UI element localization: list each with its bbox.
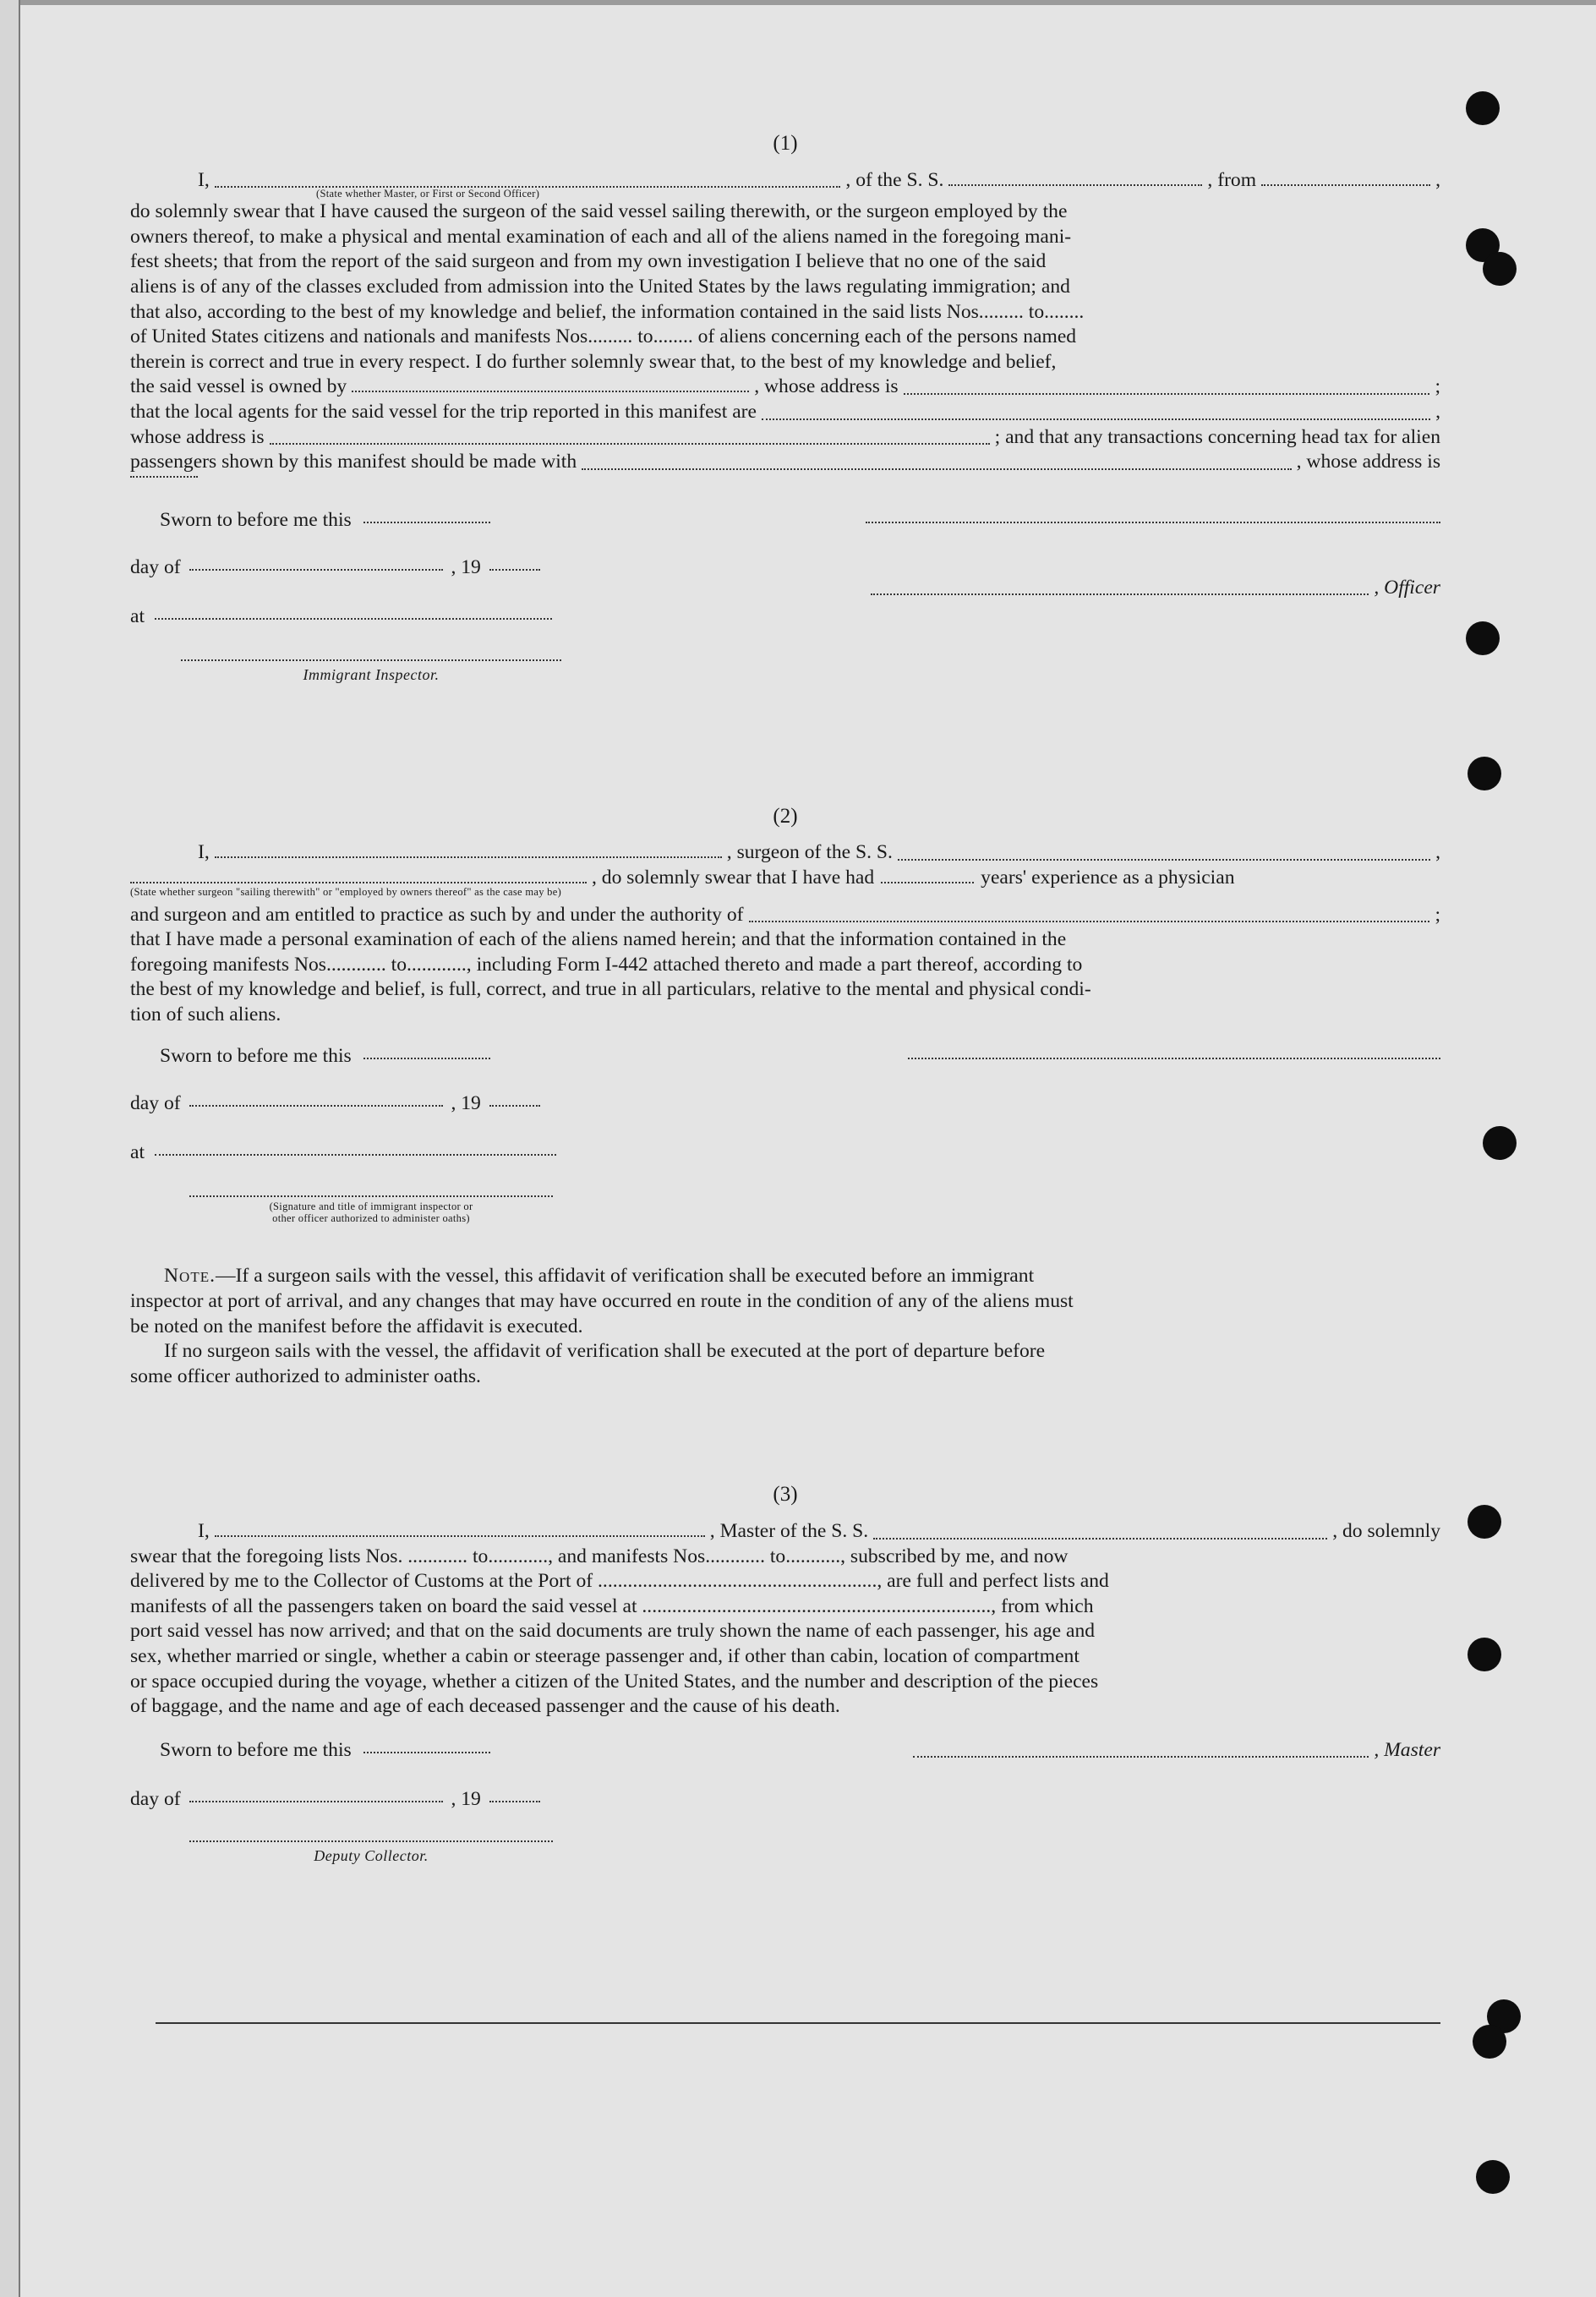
line-head-tax: passengers shown by this manifest should be made with , whose address is: [130, 451, 1440, 473]
note-line: inspector at port of arrival, and any changes that may have occurred en route in the condition of any of the aliens must: [130, 1290, 1074, 1313]
sworn-month-field[interactable]: [189, 568, 443, 571]
deputy-collector-signature-line[interactable]: [189, 1840, 553, 1842]
sworn-day-field[interactable]: [363, 521, 490, 523]
note-block: Note.—If a surgeon sails with the vessel, this affidavit of verification shall be executed before an immigrant inspector at port of arrival, and any changes that may have occurred en route in the condition of any of the aliens must be noted on the manifest before the affidavit is executed. If no surgeon sails with the vessel, the affidavit of verification shall be executed at the port of departure before some officer authorized to administer oaths.: [130, 1264, 1440, 1389]
surgeon-vessel-field[interactable]: [898, 858, 1430, 861]
body-line: aliens is of any of the classes excluded from admission into the United States by the laws regulating immigration; and: [130, 275, 1070, 298]
punch-hole: [1468, 1505, 1501, 1539]
line-agents-address: whose address is ; and that any transactions concerning head tax for alien: [130, 425, 1440, 448]
body-line: swear that the foregoing lists Nos. ............ to............, and manifests Nos............ to..........., subscribed by me, and now: [130, 1545, 1069, 1567]
body-line: the best of my knowledge and belief, is full, correct, and true in all particulars, relative to the mental and physical condi-: [130, 978, 1091, 1001]
form-content: [130, 131, 1440, 1890]
inspector-caption: Immigrant Inspector.: [303, 665, 440, 683]
years-experience-field[interactable]: [881, 881, 974, 883]
body-line: fest sheets; that from the report of the said surgeon and from my own investigation I believe that no one of the said: [130, 250, 1047, 273]
note-line: If no surgeon sails with the vessel, the affidavit of verification shall be executed at the port of departure before: [164, 1340, 1046, 1363]
body-line: of United States citizens and nationals and manifests Nos......... to........ of aliens concerning each of the persons named: [130, 325, 1077, 348]
body-line: tion of such aliens.: [130, 1003, 281, 1025]
surgeon-name-field[interactable]: [215, 856, 722, 858]
from-port-field[interactable]: [1261, 183, 1430, 186]
bottom-rule: [156, 2022, 1440, 2024]
body-line: foregoing manifests Nos............ to............, including Form I-442 attached thereto and made a part thereof, according to: [130, 953, 1083, 976]
section-surgeon-affidavit: [130, 804, 1440, 1390]
section-number: (2): [773, 804, 798, 828]
line-surgeon-status: , do solemnly swear that I have had years' experience as a physician: [130, 866, 1440, 891]
line-owned-by: the said vessel is owned by , whose address is ;: [130, 375, 1440, 398]
master-signature-line[interactable]: [913, 1755, 1369, 1758]
master-vessel-field[interactable]: [873, 1537, 1327, 1540]
master-title-caption: (State whether Master, or First or Second Officer): [316, 188, 540, 200]
section-master-verification: [130, 1482, 1440, 1890]
agents-address-field[interactable]: [270, 442, 990, 445]
surgeon-status-field[interactable]: [130, 881, 587, 883]
punch-hole: [1466, 91, 1500, 125]
signature-caption: (Signature and title of immigrant inspector or: [269, 1200, 473, 1213]
signature-block-2: Sworn to before me this day of , 19 at (Signature and title of immigrant inspector or other officer authorized to administer oaths): [130, 1044, 1440, 1255]
local-agents-field[interactable]: [762, 418, 1430, 420]
sworn-day-field[interactable]: [363, 1751, 490, 1753]
body-line: manifests of all the passengers taken on board the said vessel at ......................................................................, from which: [130, 1594, 1094, 1617]
body-line: therein is correct and true in every respect. I do further solemnly swear that, to the best of my knowledge and belief,: [130, 350, 1057, 373]
sworn-place-field[interactable]: [155, 617, 552, 620]
signature-block-1: Sworn to before me this day of , 19 , Officer at Immigrant Inspector.: [130, 508, 1440, 698]
master-signature-line[interactable]: [866, 521, 1440, 523]
body-line: of baggage, and the name and age of each deceased passenger and the cause of his death.: [130, 1695, 840, 1718]
master-name-field[interactable]: [215, 1534, 705, 1537]
surgeon-status-caption: (State whether surgeon "sailing therewith" or "employed by owners thereof" as the case may be): [130, 885, 562, 898]
body-line: delivered by me to the Collector of Customs at the Port of ........................................................, are full and perfect lists and: [130, 1570, 1109, 1593]
section-master-affidavit: [130, 131, 1440, 698]
sworn-day-field[interactable]: [363, 1057, 490, 1059]
officer-signature-line[interactable]: [871, 593, 1369, 595]
body-line: owners thereof, to make a physical and mental examination of each and all of the aliens named in the foregoing mani-: [130, 225, 1072, 248]
punch-hole: [1476, 2160, 1510, 2194]
surgeon-signature-line[interactable]: [908, 1057, 1440, 1059]
sworn-place-field[interactable]: [155, 1153, 556, 1156]
punch-hole: [1466, 621, 1500, 655]
body-line: do solemnly swear that I have caused the surgeon of the said vessel sailing therewith, or the surgeon employed by the: [130, 200, 1068, 223]
punch-hole: [1468, 1638, 1501, 1671]
body-line: that also, according to the best of my knowledge and belief, the information contained in the said lists Nos......... to........: [130, 300, 1085, 323]
head-tax-address-field[interactable]: [130, 475, 198, 478]
line-master-name: I, , of the S. S. , from ,: [198, 168, 1440, 191]
sworn-month-field[interactable]: [189, 1104, 443, 1107]
section-number: (3): [773, 1483, 798, 1507]
sworn-year-field[interactable]: [489, 1800, 540, 1802]
line-master-name-3: I, , Master of the S. S. , do solemnly: [198, 1520, 1440, 1543]
body-line: that I have made a personal examination of each of the aliens named herein; and that the information contained in the: [130, 928, 1067, 951]
line-authority: and surgeon and am entitled to practice as such by and under the authority of ;: [130, 903, 1440, 926]
sworn-year-field[interactable]: [489, 568, 540, 571]
note-line: some officer authorized to administer oaths.: [130, 1365, 481, 1387]
administering-officer-signature-line[interactable]: [189, 1195, 553, 1197]
deputy-caption: Deputy Collector.: [314, 1846, 429, 1864]
body-line: or space occupied during the voyage, whether a citizen of the United States, and the number and description of the pieces: [130, 1670, 1099, 1693]
punch-hole: [1473, 2025, 1506, 2059]
page-edge: [20, 0, 1596, 5]
owner-address-field[interactable]: [904, 392, 1430, 395]
head-tax-party-field[interactable]: [582, 468, 1291, 470]
section-number: (1): [773, 132, 798, 155]
line-local-agents: that the local agents for the said vessel for the trip reported in this manifest are ,: [130, 400, 1440, 423]
line-surgeon-name: I, , surgeon of the S. S. ,: [198, 841, 1440, 864]
inspector-signature-line[interactable]: [181, 659, 561, 661]
sworn-year-field[interactable]: [489, 1104, 540, 1107]
sworn-month-field[interactable]: [189, 1800, 443, 1802]
vessel-name-field[interactable]: [948, 183, 1202, 186]
note-label: Note.: [164, 1265, 216, 1288]
form-page: [19, 0, 1596, 2297]
line-head-tax-address: [130, 475, 1440, 478]
punch-hole: [1468, 757, 1501, 790]
owner-field[interactable]: [352, 390, 749, 392]
signature-block-3: Sworn to before me this , Master day of , 19 Deputy Collector.: [130, 1738, 1440, 1890]
signature-caption: other officer authorized to administer oaths): [272, 1212, 470, 1225]
authority-field[interactable]: [749, 920, 1430, 922]
punch-hole: [1483, 252, 1517, 286]
punch-hole: [1483, 1126, 1517, 1160]
body-line: sex, whether married or single, whether a cabin or steerage passenger and, if other than cabin, location of compartment: [130, 1645, 1079, 1667]
note-line: be noted on the manifest before the affidavit is executed.: [130, 1315, 583, 1337]
body-line: port said vessel has now arrived; and that on the said documents are truly shown the name of each passenger, his age and: [130, 1620, 1096, 1643]
